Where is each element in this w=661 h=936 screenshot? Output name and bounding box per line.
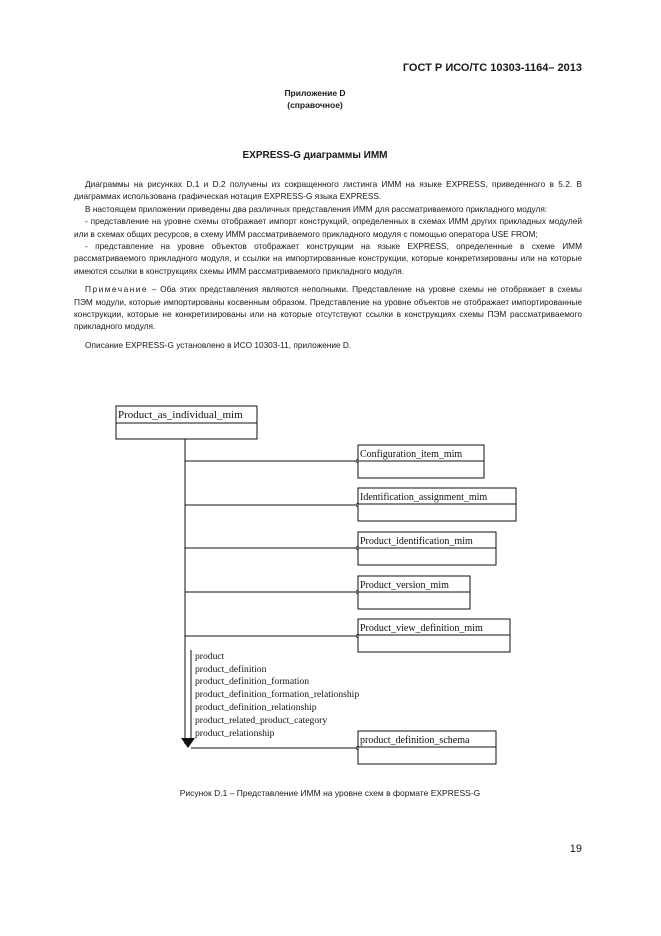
imported-schema-box-5 <box>185 619 510 652</box>
imported-schema-label-5: Product_view_definition_mim <box>360 623 483 634</box>
referenced-entity: product_definition <box>195 664 267 675</box>
referenced-entity: product_related_product_category <box>195 715 328 726</box>
main-schema-box <box>116 406 257 439</box>
note-text: – Оба этих представления являются неполными. Представление на уровне схемы не отображает в схемы ПЭМ модули, которые импортированы косвенным образом. Представление на уровне объектов не отображает импортированные конструкции, которые не конкретизированы или на которые отсутствуют ссылки в конструкциях схемы ПЭМ рассматриваемого прикладного модуля. <box>74 284 582 332</box>
main-schema-label: Product_as_individual_mim <box>118 409 243 421</box>
annex-title: Приложение D <box>284 88 346 98</box>
arrow-head-icon <box>181 738 195 748</box>
target-schema-label: product_definition_schema <box>360 735 470 746</box>
annex-subtitle: (справочное) <box>287 100 343 110</box>
document-header: ГОСТ Р ИСО/ТС 10303-1164– 2013 <box>402 62 582 74</box>
imported-schema-label-4: Product_version_mim <box>360 580 449 591</box>
referenced-entity: product_definition_formation <box>195 676 310 687</box>
referenced-entity: product_definition_formation_relationship <box>195 689 360 700</box>
page-number: 19 <box>569 843 582 855</box>
referenced-entity: product <box>195 651 225 662</box>
imported-schema-label-2: Identification_assignment_mim <box>360 492 488 503</box>
imported-schema-box-3 <box>185 532 496 565</box>
section-title: EXPRESS-G диаграммы ИММ <box>242 150 388 161</box>
imported-schema-box-2 <box>185 488 516 521</box>
referenced-entity: product_definition_relationship <box>195 702 317 713</box>
imported-schema-box-4 <box>185 576 470 609</box>
paragraph-description: Описание EXPRESS-G установлено в ИСО 10303-11, приложение D. <box>85 339 352 350</box>
imported-schema-label-1: Configuration_item_mim <box>360 449 463 460</box>
imported-schema-label-3: Product_identification_mim <box>360 536 473 547</box>
referenced-entity: product_relationship <box>195 728 275 739</box>
referenced-entities-list <box>195 651 359 739</box>
paragraph-intro: Диаграммы на рисунках D.1 и D.2 получены из сокращенного листинга ИММ на языке EXPRESS, приведенного в 5.2. В диаграммах использована графическая нотация EXPRESS-G языка EXPRESS. <box>74 179 582 202</box>
paragraph-schema-level: - представление на уровне схемы отображает импорт конструкций, определенных в схемах ИММ других прикладных модулей или в схемах общих ресурсов, в схему ИММ рассматриваемого прикладного модуля с помощью оператора USE FROM; <box>74 216 582 239</box>
note-label: Примечание <box>85 284 149 295</box>
figure-caption: Рисунок D.1 – Представление ИММ на уровне схем в формате EXPRESS-G <box>179 788 481 798</box>
paragraph-representations: В настоящем приложении приведены два различных представления ИММ для рассматриваемого прикладного модуля: <box>85 203 548 214</box>
imported-schema-box-1 <box>185 445 484 478</box>
paragraph-entity-level: - представление на уровне объектов отображает конструкции на языке EXPRESS, определенные в схеме ИММ рассматриваемого прикладного модуля, и ссылки на импортированные конструкции, которые конкретизированы или на которые имеются ссылки в конструкциях схемы ИММ рассматриваемого прикладного модуля. <box>74 241 582 276</box>
